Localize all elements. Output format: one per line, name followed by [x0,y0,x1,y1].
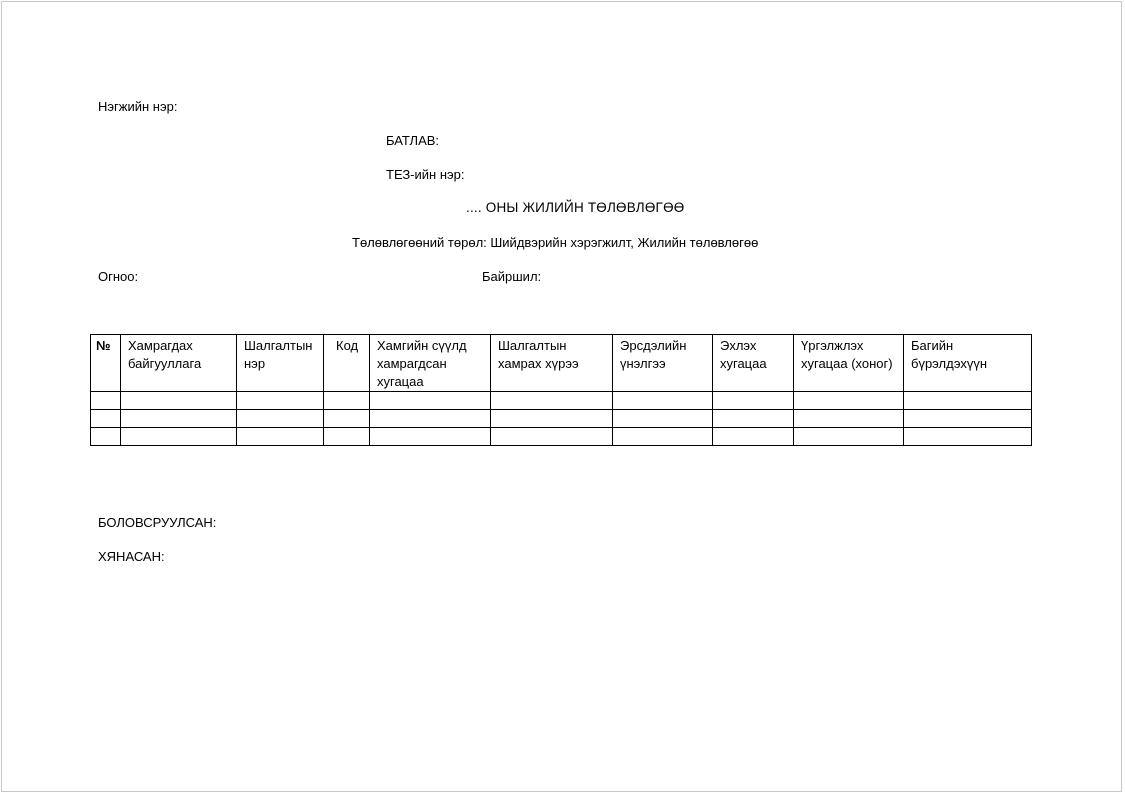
approved-label: БАТЛАВ: [386,133,440,148]
table-cell [904,392,1032,410]
table-cell [491,392,613,410]
table-cell [904,428,1032,446]
column-header-risk-assessment [613,335,713,392]
table-cell [491,428,613,446]
manager-name-label: ТЕЗ-ийн нэр: [386,167,465,182]
table-cell [370,428,491,446]
table-row [91,428,1032,446]
column-header-label: Код [336,338,359,353]
column-header-last-covered [370,335,491,392]
date-label: Огноо: [98,269,139,284]
location-label: Байршил: [482,269,542,284]
column-header-organization [121,335,237,392]
column-header-label: Эрсдэлийн үнэлгээ [620,338,687,371]
column-header-label: № [96,338,111,353]
column-header-label: Үргэлжлэх хугацаа (хоног) [801,338,893,371]
table-cell [237,392,324,410]
table-cell [613,428,713,446]
table-cell [613,410,713,428]
document-title: .... ОНЫ ЖИЛИЙН ТӨЛӨВЛӨГӨӨ [466,200,685,215]
table-row [91,410,1032,428]
table-cell [713,428,794,446]
table-cell [370,410,491,428]
unit-name-label: Нэгжийн нэр: [98,99,178,114]
prepared-by-label: БОЛОВСРУУЛСАН: [98,515,217,530]
column-header-start-date [713,335,794,392]
column-header-duration [794,335,904,392]
table-cell [91,392,121,410]
table-cell [713,392,794,410]
column-header-label: Шалгалтын хамрах хүрээ [498,338,579,371]
table-cell [324,410,370,428]
column-header-scope [491,335,613,392]
table-cell [237,428,324,446]
table-cell [794,428,904,446]
table-header-row [91,335,1032,392]
table-cell [904,410,1032,428]
table-cell [324,428,370,446]
table-cell [121,392,237,410]
plan-type: Төлөвлөгөөний төрөл: Шийдвэрийн хэрэгжилт, Жилийн төлөвлөгөө [352,235,759,250]
table-cell [491,410,613,428]
column-header-inspection-name [237,335,324,392]
column-header-label: Хамгийн сүүлд хамрагдсан хугацаа [377,338,467,389]
checked-by-label: ХЯНАСАН: [98,549,165,564]
table-cell [794,392,904,410]
table-row [91,392,1032,410]
table-cell [91,428,121,446]
table-cell [324,392,370,410]
column-header-team [904,335,1032,392]
table-cell [121,428,237,446]
table-cell [91,410,121,428]
table-cell [613,392,713,410]
column-header-label: Шалгалтын нэр [244,338,313,371]
table-cell [370,392,491,410]
table-cell [713,410,794,428]
table-cell [237,410,324,428]
table-cell [794,410,904,428]
column-header-number [91,335,121,392]
table-cell [121,410,237,428]
column-header-label: Эхлэх хугацаа [720,338,767,371]
column-header-code [324,335,370,392]
column-header-label: Хамрагдах байгууллага [128,338,202,371]
column-header-label: Багийн бүрэлдэхүүн [911,338,988,371]
plan-table [90,334,1032,446]
